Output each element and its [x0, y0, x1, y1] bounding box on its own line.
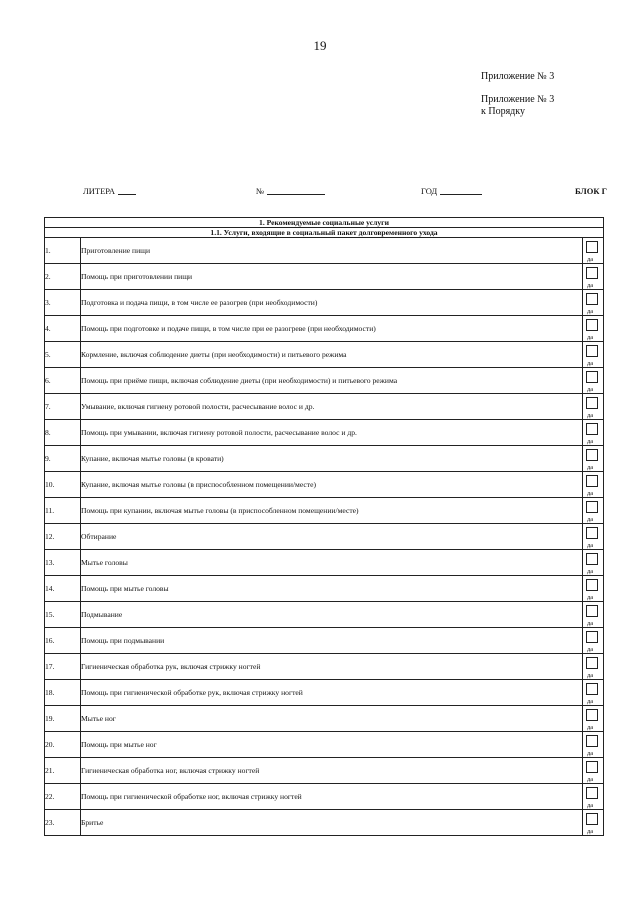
- yes-label: да: [586, 516, 594, 523]
- table-row: [45, 628, 604, 654]
- yes-cell: [582, 654, 603, 680]
- row-number: 15.: [45, 602, 81, 628]
- yes-label: да: [586, 438, 594, 445]
- subsection-header-row: [45, 228, 604, 238]
- yes-checkbox[interactable]: [586, 345, 598, 357]
- table-row: [45, 758, 604, 784]
- page-number: 19: [313, 38, 327, 53]
- row-number: 7.: [45, 394, 81, 420]
- service-name: Подмывание: [81, 602, 583, 628]
- row-number: 18.: [45, 680, 81, 706]
- yes-cell: [582, 316, 603, 342]
- number-field[interactable]: [256, 186, 264, 196]
- row-number: 14.: [45, 576, 81, 602]
- services-table: [44, 217, 604, 836]
- yes-cell: [582, 758, 603, 784]
- yes-checkbox[interactable]: [586, 605, 598, 617]
- row-number: 23.: [45, 810, 81, 836]
- yes-label: да: [586, 542, 594, 549]
- block-label: БЛОК Г: [575, 186, 608, 196]
- appendix-subtitle-line2: к Порядку: [481, 106, 525, 117]
- row-number: 1.: [45, 238, 81, 264]
- yes-checkbox[interactable]: [586, 293, 598, 305]
- yes-label: да: [586, 282, 594, 289]
- table-row: [45, 394, 604, 420]
- litera-label: ЛИТЕРА: [83, 186, 116, 196]
- table-row: [45, 654, 604, 680]
- yes-label: да: [586, 750, 594, 757]
- table-row: [45, 576, 604, 602]
- service-name: Подготовка и подача пищи, в том числе ее разогрев (при необходимости): [81, 290, 583, 316]
- yes-cell: [582, 498, 603, 524]
- yes-checkbox[interactable]: [586, 501, 598, 513]
- row-number: 22.: [45, 784, 81, 810]
- yes-checkbox[interactable]: [586, 319, 598, 331]
- yes-checkbox[interactable]: [586, 553, 598, 565]
- yes-cell: [582, 524, 603, 550]
- service-name: Помощь при умывании, включая гигиену ротовой полости, расчесывание волос и др.: [81, 420, 583, 446]
- table-row: [45, 706, 604, 732]
- table-row: [45, 264, 604, 290]
- yes-label: да: [586, 568, 594, 575]
- row-number: 10.: [45, 472, 81, 498]
- yes-label: да: [586, 776, 594, 783]
- service-name: Приготовление пищи: [81, 238, 583, 264]
- service-name: Помощь при подмывании: [81, 628, 583, 654]
- row-number: 16.: [45, 628, 81, 654]
- appendix-subtitle: [481, 94, 554, 118]
- section-header-row: [45, 218, 604, 228]
- yes-checkbox[interactable]: [586, 423, 598, 435]
- yes-checkbox[interactable]: [586, 631, 598, 643]
- yes-checkbox[interactable]: [586, 683, 598, 695]
- year-label: ГОД: [421, 186, 438, 196]
- row-number: 2.: [45, 264, 81, 290]
- service-name: Купание, включая мытье головы (в кровати): [81, 446, 583, 472]
- table-row: [45, 420, 604, 446]
- row-number: 5.: [45, 342, 81, 368]
- row-number: 9.: [45, 446, 81, 472]
- number-label: №: [256, 186, 265, 196]
- service-name: Мытье головы: [81, 550, 583, 576]
- yes-cell: [582, 576, 603, 602]
- yes-label: да: [586, 620, 594, 627]
- service-name: Помощь при мытье головы: [81, 576, 583, 602]
- yes-label: да: [586, 646, 594, 653]
- appendix-title: Приложение № 3: [481, 71, 555, 82]
- table-row: [45, 498, 604, 524]
- yes-checkbox[interactable]: [586, 371, 598, 383]
- yes-label: да: [586, 464, 594, 471]
- service-name: Помощь при приёме пищи, включая соблюдение диеты (при необходимости) и питьевого режима: [81, 368, 583, 394]
- table-row: [45, 680, 604, 706]
- yes-label: да: [586, 308, 594, 315]
- service-name: Мытье ног: [81, 706, 583, 732]
- litera-blank[interactable]: [118, 186, 136, 195]
- yes-label: да: [586, 360, 594, 367]
- number-blank[interactable]: [267, 186, 325, 195]
- row-number: 19.: [45, 706, 81, 732]
- service-name: Гигиеническая обработка ног, включая стрижку ногтей: [81, 758, 583, 784]
- table-row: [45, 316, 604, 342]
- yes-checkbox[interactable]: [586, 397, 598, 409]
- table-row: [45, 550, 604, 576]
- table-row: [45, 446, 604, 472]
- yes-checkbox[interactable]: [586, 267, 598, 279]
- header-fields: [83, 186, 613, 200]
- yes-label: да: [586, 828, 594, 835]
- subsection-header: 1.1. Услуги, входящие в социальный пакет долговременного ухода: [45, 228, 604, 238]
- yes-cell: [582, 238, 603, 264]
- yes-label: да: [586, 386, 594, 393]
- yes-label: да: [586, 802, 594, 809]
- yes-cell: [582, 446, 603, 472]
- yes-cell: [582, 784, 603, 810]
- service-name: Помощь при приготовлении пищи: [81, 264, 583, 290]
- yes-cell: [582, 342, 603, 368]
- yes-cell: [582, 602, 603, 628]
- yes-checkbox[interactable]: [586, 475, 598, 487]
- yes-checkbox[interactable]: [586, 241, 598, 253]
- yes-label: да: [586, 724, 594, 731]
- row-number: 11.: [45, 498, 81, 524]
- yes-label: да: [586, 698, 594, 705]
- yes-checkbox[interactable]: [586, 813, 598, 825]
- row-number: 17.: [45, 654, 81, 680]
- table-row: [45, 342, 604, 368]
- yes-checkbox[interactable]: [586, 579, 598, 591]
- row-number: 20.: [45, 732, 81, 758]
- yes-cell: [582, 472, 603, 498]
- yes-cell: [582, 368, 603, 394]
- yes-cell: [582, 706, 603, 732]
- yes-cell: [582, 810, 603, 836]
- row-number: 6.: [45, 368, 81, 394]
- section-header: 1. Рекомендуемые социальные услуги: [45, 218, 604, 228]
- row-number: 12.: [45, 524, 81, 550]
- row-number: 21.: [45, 758, 81, 784]
- yes-checkbox[interactable]: [586, 657, 598, 669]
- service-name: Умывание, включая гигиену ротовой полости, расчесывание волос и др.: [81, 394, 583, 420]
- yes-label: да: [586, 490, 594, 497]
- yes-checkbox[interactable]: [586, 709, 598, 721]
- yes-cell: [582, 680, 603, 706]
- yes-label: да: [586, 594, 594, 601]
- yes-cell: [582, 628, 603, 654]
- yes-label: да: [586, 412, 594, 419]
- table-row: [45, 524, 604, 550]
- litera-field[interactable]: [83, 186, 115, 196]
- yes-cell: [582, 550, 603, 576]
- row-number: 13.: [45, 550, 81, 576]
- yes-label: да: [586, 672, 594, 679]
- yes-cell: [582, 394, 603, 420]
- service-name: Помощь при гигиенической обработке ног, включая стрижку ногтей: [81, 784, 583, 810]
- appendix-subtitle-line1: Приложение № 3: [481, 94, 555, 105]
- yes-checkbox[interactable]: [586, 527, 598, 539]
- yes-checkbox[interactable]: [586, 761, 598, 773]
- table-row: [45, 238, 604, 264]
- yes-cell: [582, 420, 603, 446]
- table-row: [45, 290, 604, 316]
- yes-label: да: [586, 256, 594, 263]
- table-row: [45, 602, 604, 628]
- service-name: Обтирание: [81, 524, 583, 550]
- service-name: Купание, включая мытье головы (в приспособленном помещении/месте): [81, 472, 583, 498]
- row-number: 3.: [45, 290, 81, 316]
- table-row: [45, 472, 604, 498]
- service-name: Бритье: [81, 810, 583, 836]
- row-number: 8.: [45, 420, 81, 446]
- service-name: Помощь при купании, включая мытье головы (в приспособленном помещении/месте): [81, 498, 583, 524]
- yes-cell: [582, 264, 603, 290]
- yes-label: да: [586, 334, 594, 341]
- service-name: Помощь при подготовке и подаче пищи, в том числе при ее разогреве (при необходимости): [81, 316, 583, 342]
- service-name: Кормление, включая соблюдение диеты (при необходимости) и питьевого режима: [81, 342, 583, 368]
- table-row: [45, 368, 604, 394]
- service-name: Гигиеническая обработка рук, включая стрижку ногтей: [81, 654, 583, 680]
- yes-cell: [582, 732, 603, 758]
- yes-cell: [582, 290, 603, 316]
- yes-checkbox[interactable]: [586, 449, 598, 461]
- year-field[interactable]: [421, 186, 437, 196]
- service-name: Помощь при гигиенической обработке рук, включая стрижку ногтей: [81, 680, 583, 706]
- row-number: 4.: [45, 316, 81, 342]
- year-blank[interactable]: [440, 186, 482, 195]
- table-row: [45, 732, 604, 758]
- table-row: [45, 810, 604, 836]
- yes-checkbox[interactable]: [586, 787, 598, 799]
- table-row: [45, 784, 604, 810]
- yes-checkbox[interactable]: [586, 735, 598, 747]
- service-name: Помощь при мытье ног: [81, 732, 583, 758]
